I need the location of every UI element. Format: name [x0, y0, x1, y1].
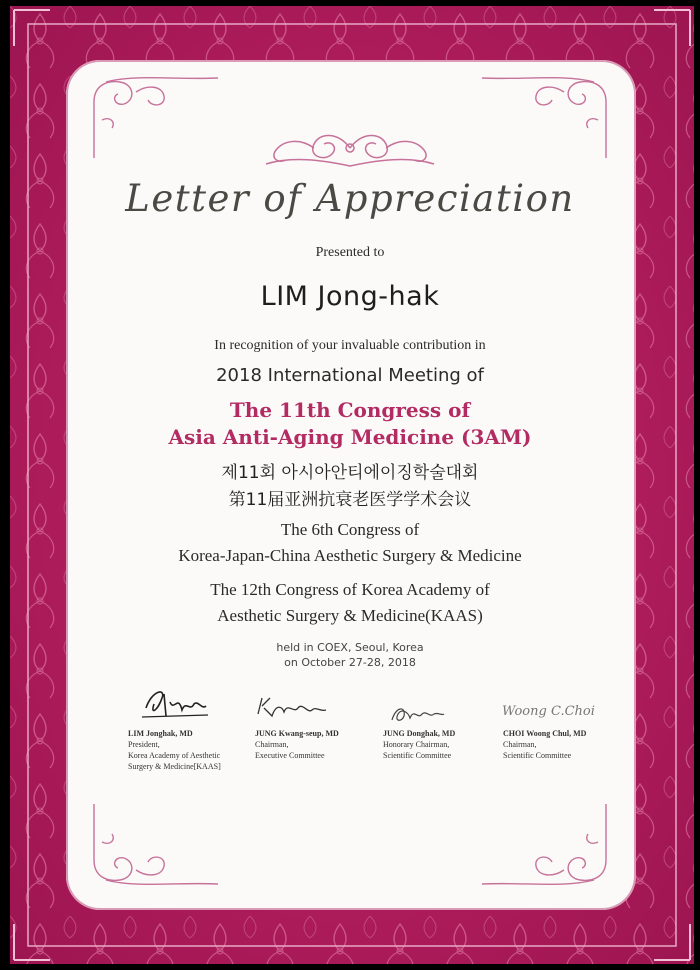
signer-role: Surgery & Medicine[KAAS]: [128, 762, 221, 771]
signature-lim: [140, 684, 210, 720]
signer-role: Chairman,: [503, 740, 537, 749]
signer-block-choi-woong-chul: [503, 728, 586, 761]
top-center-flourish: [262, 126, 438, 170]
venue-date: on October 27-28, 2018: [284, 656, 416, 669]
signer-role: Honorary Chairman,: [383, 740, 450, 749]
recipient-name: LIM Jong-hak: [260, 281, 440, 312]
congress-title-line2: Asia Anti-Aging Medicine (3AM): [168, 425, 532, 449]
signer-role: Scientific Committee: [503, 751, 572, 760]
congress-title-line1: The 11th Congress of: [229, 398, 471, 422]
presented-to-label: Presented to: [315, 245, 385, 260]
signer-role: Executive Committee: [255, 751, 325, 760]
signer-name: JUNG Kwang-seup, MD: [255, 729, 339, 738]
twelfth-congress-line2: Aesthetic Surgery & Medicine(KAAS): [217, 606, 483, 625]
signer-role: Korea Academy of Aesthetic: [128, 751, 221, 760]
signer-block-jung-kwang-seup: [255, 728, 339, 761]
certificate-title: Letter of Appreciation: [125, 177, 575, 220]
signer-block-lim: [128, 728, 221, 772]
korean-congress-title: 제11회 아시아안티에이징학술대회: [221, 463, 479, 483]
signer-name: CHOI Woong Chul, MD: [503, 729, 587, 738]
recognition-text: In recognition of your invaluable contribution in: [214, 338, 486, 353]
sixth-congress-line1: The 6th Congress of: [280, 520, 420, 539]
signature-jung-kwang-seup: [254, 694, 330, 720]
bottom-right-corner-ornament: [474, 800, 614, 890]
signer-role: Chairman,: [255, 740, 289, 749]
sixth-congress-line2: Korea-Japan-China Aesthetic Surgery & Medicine: [178, 546, 522, 565]
bottom-left-corner-ornament: [86, 800, 226, 890]
signature-jung-donghak: [386, 702, 446, 724]
signer-name: LIM Jonghak, MD: [128, 729, 193, 738]
signer-role: President,: [128, 740, 160, 749]
signature-choi-woong-chul: Woong C.Choi: [502, 704, 595, 719]
twelfth-congress-line1: The 12th Congress of Korea Academy of: [210, 580, 490, 599]
top-left-corner-ornament: [86, 72, 226, 162]
signer-role: Scientific Committee: [383, 751, 452, 760]
signer-block-jung-donghak: [383, 728, 455, 761]
meeting-title: 2018 International Meeting of: [216, 365, 484, 386]
top-right-corner-ornament: [474, 72, 614, 162]
chinese-congress-title: 第11届亚洲抗衰老医学学术会议: [228, 490, 472, 510]
venue-location: held in COEX, Seoul, Korea: [276, 641, 424, 654]
signer-name: JUNG Donghak, MD: [383, 729, 456, 738]
